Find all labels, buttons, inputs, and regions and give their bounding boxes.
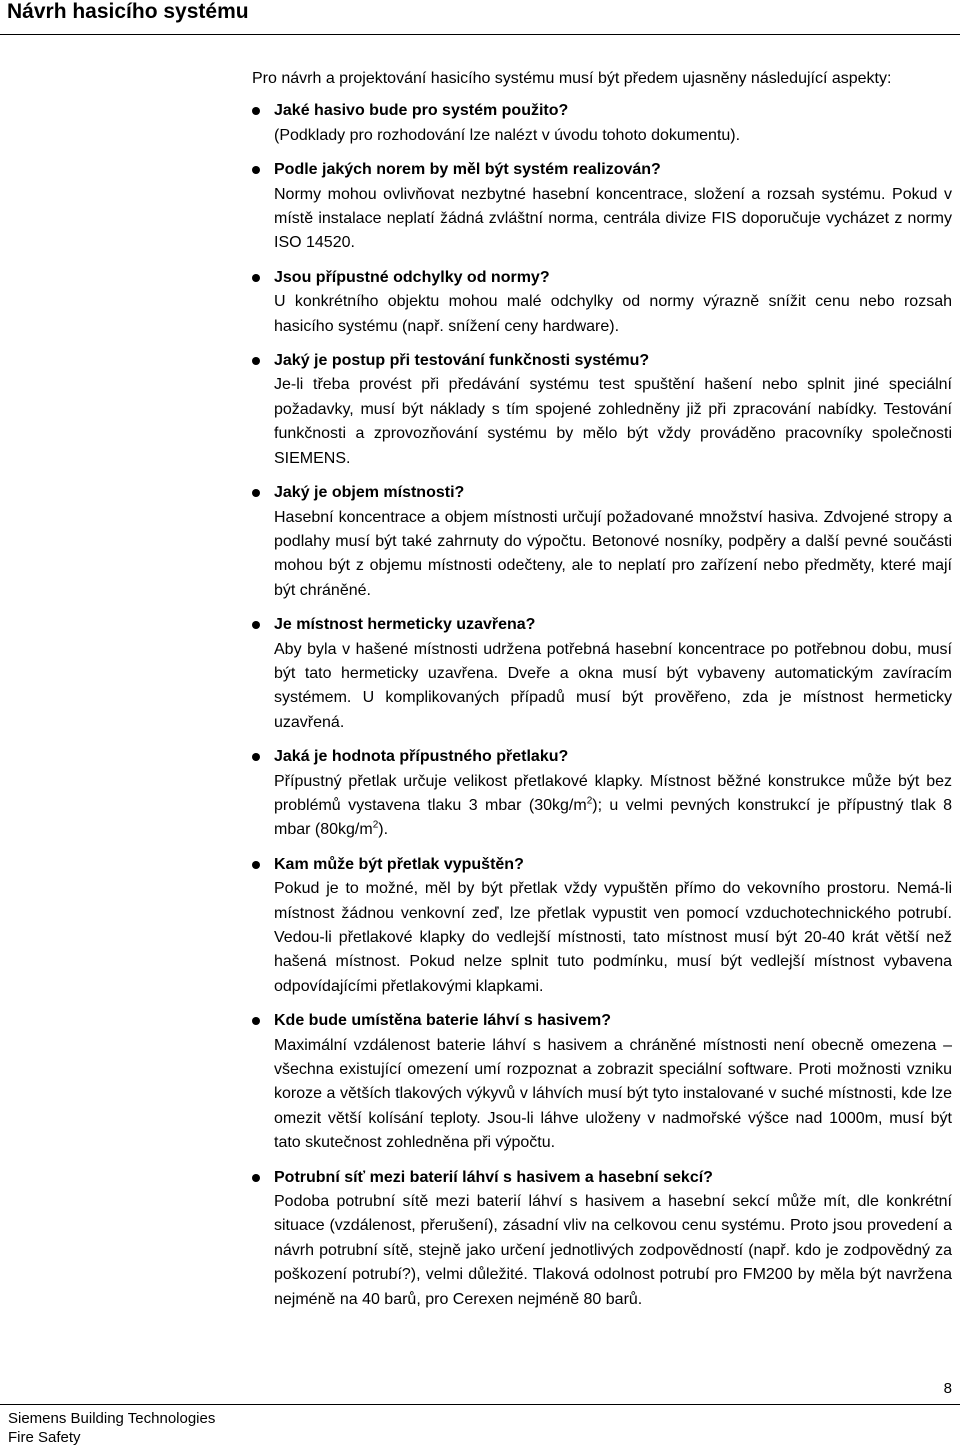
- superscript: 2: [586, 795, 593, 807]
- item-heading: Jaký je objem místnosti?: [274, 484, 465, 502]
- bullet-icon: [252, 489, 260, 497]
- item-body: Pokud je to možné, měl by být přetlak vždy vypuštěn přímo do vekovního prostoru. Nemá-li místnost žádnou venkovní zeď, lze přetlak vypustit ven pomocí vzduchotechnického potrubí. Vedou-li přetlakové klapky do vedlejší místnosti, tato místnost musí být 20-40 krát větší než hašená místnost. Pokud nelze splnit tuto podmínku, musí být vedlejší místnost vybavena odpovídajícími přetlakovými klapkami.: [274, 880, 952, 995]
- item-body: Maximální vzdálenost baterie láhví s hasivem a chráněné místnosti není obecně omezena – všechna existující omezení umí rozpoznat a zobrazit speciální software. Proti možnosti vzniku koroze a větších tlakových výkyvů v láhvích musí být tyto instalované v suché místnosti, kde lze omezit větší kolísání teploty. Jsou-li láhve uloženy v nadmořské výšce nad 1000m, musí být tato skutečnost zohledněna při výpočtu.: [274, 1036, 952, 1152]
- bullet-icon: [252, 861, 260, 869]
- item-body-text: Přípustný přetlak určuje velikost přetlakové klapky. Místnost běžné konstrukce může být bez problémů vystavena tlaku 3 mbar (30kg/m: [274, 772, 952, 814]
- list-item: [252, 266, 952, 339]
- title-divider: [0, 34, 960, 35]
- bullet-icon: [252, 1174, 260, 1182]
- page-number: 8: [943, 1380, 952, 1397]
- list-item: [252, 158, 952, 256]
- list-item: [252, 1166, 952, 1312]
- item-body: Hasební koncentrace a objem místnosti určují požadované množství hasiva. Zdvojené stropy a podlahy musí být také zahrnuty do výpočtu. Betonové nosníky, podpěry a další pevné součásti mohou být z objemu místnosti odečteny, ale to neplatí pro zařízení nebo předměty, které mají být chráněné.: [274, 508, 952, 599]
- list-item: [252, 481, 952, 603]
- footer-company: Siemens Building Technologies: [8, 1410, 216, 1427]
- item-body: Podoba potrubní sítě mezi baterií láhví s hasivem a hasební sekcí může mít, dle konkrétní situace (vzdálenost, přerušení), zásadní vliv na celkovou cenu systému. Proto jsou provedení a návrh potrubní sítě, stejně jako určení jednotlivých zodpovědností (např. kdo je zodpovědný za poškození potrubí?), velmi důležité. Tlaková odolnost potrubí pro FM200 by měla být navržena nejméně na 40 barů, pro Cerexen nejméně 80 barů.: [274, 1193, 952, 1308]
- intro-paragraph: Pro návrh a projektování hasicího systému musí být předem ujasněny následující aspekty:: [252, 70, 892, 87]
- item-body: Aby byla v hašené místnosti udržena potřebná hasební koncentrace po potřebnou dobu, musí být tato hermeticky uzavřena. Dveře a okna musí být vybaveny automatickým zavíracím systémem. U komplikovaných případů musí být prověřeno, zda je místnost hermeticky uzavřená.: [274, 640, 952, 731]
- item-body-text: ); u velmi pevných konstrukcí je přípustný tlak 8 mbar (80kg/m: [274, 796, 953, 839]
- footer-division: Fire Safety: [8, 1429, 81, 1446]
- item-heading: Jsou přípustné odchylky od normy?: [274, 268, 550, 286]
- item-heading: Potrubní síť mezi baterií láhví s hasivem a hasební sekcí?: [274, 1168, 713, 1186]
- bullet-icon: [252, 166, 260, 174]
- item-heading: Jaká je hodnota přípustného přetlaku?: [274, 748, 569, 766]
- bullet-icon: [252, 107, 260, 115]
- superscript: 2: [372, 820, 379, 832]
- page-title: Návrh hasicího systému: [7, 0, 249, 23]
- item-body: U konkrétního objektu mohou malé odchylky od normy výrazně snížit cenu nebo rozsah hasicího systému (např. snížení ceny hardware).: [274, 293, 952, 335]
- document-body: [252, 67, 952, 1322]
- bullet-icon: [252, 621, 260, 629]
- item-heading: Kde bude umístěna baterie láhví s hasivem?: [274, 1012, 611, 1030]
- list-item: [252, 349, 952, 471]
- list-item: [252, 1009, 952, 1155]
- bullet-icon: [252, 274, 260, 282]
- list-item: [252, 745, 952, 843]
- item-heading: Podle jakých norem by měl být systém realizován?: [274, 161, 661, 179]
- item-body: [274, 770, 952, 843]
- list-item: [252, 613, 952, 735]
- item-body: Je-li třeba provést při předávání systému test spuštění hašení nebo splnit jiné speciální požadavky, musí být náklady s tím spojené zohledněny již při zpracování nabídky. Testování funkčnosti a zprovozňování systému by mělo být vždy prováděno pracovníky společnosti SIEMENS.: [274, 376, 952, 467]
- bullet-icon: [252, 1017, 260, 1025]
- item-body: (Podklady pro rozhodování lze nalézt v úvodu tohoto dokumentu).: [274, 126, 741, 144]
- item-body: Normy mohou ovlivňovat nezbytné hasební koncentrace, složení a rozsah systému. Pokud v místě instalace neplatí žádná zvláštní norma, centrála divize FIS doporučuje vycházet z normy ISO 14520.: [274, 185, 952, 252]
- bullet-icon: [252, 357, 260, 365]
- footer-divider: [0, 1404, 960, 1405]
- list-item: [252, 853, 952, 999]
- list-item: [252, 99, 952, 148]
- item-heading: Jaký je postup při testování funkčnosti systému?: [274, 352, 650, 370]
- item-heading: Je místnost hermeticky uzavřena?: [274, 616, 536, 634]
- item-heading: Kam může být přetlak vypuštěn?: [274, 855, 524, 873]
- item-heading: Jaké hasivo bude pro systém použito?: [274, 102, 569, 120]
- bullet-icon: [252, 753, 260, 761]
- item-body-text: ).: [378, 821, 389, 839]
